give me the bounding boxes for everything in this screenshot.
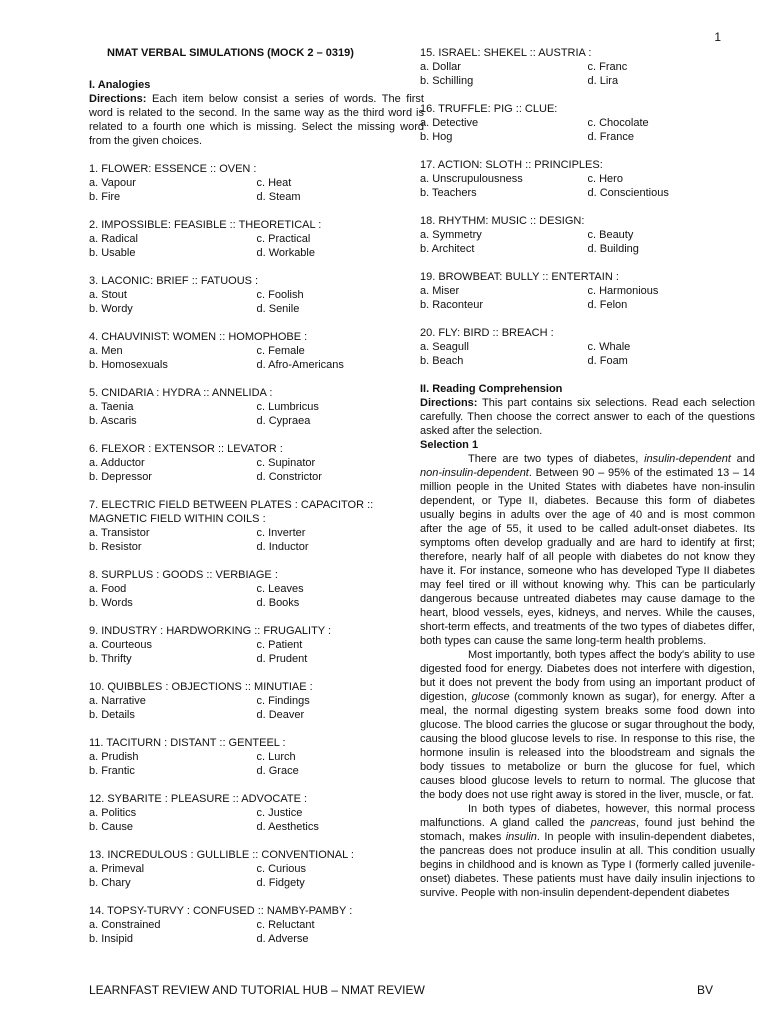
analogy-question: 20. FLY: BIRD :: BREACH : [420, 327, 554, 339]
choice-a: a. Constrained [89, 919, 161, 931]
choice-a: a. Detective [420, 117, 479, 129]
choice-d: d. Senile [256, 303, 300, 315]
analogy-question: 9. INDUSTRY : HARDWORKING :: FRUGALITY : [89, 625, 332, 637]
choice-c: c. Findings [256, 695, 310, 707]
choice-c: c. Heat [256, 177, 292, 189]
document-title: NMAT VERBAL SIMULATIONS (MOCK 2 – 0319) [107, 47, 354, 59]
choice-a: a. Dollar [420, 61, 461, 73]
choice-d: d. Felon [587, 299, 628, 311]
passage-paragraph-2: Most importantly, both types affect the body's ability to use digested food for energy. Diabetes does not interfere with digestion, but it does not prevent the body from using an important product of digestion, glucose (commonly known as sugar), for energy. After a meal, the normal digesting system breaks some food down into glucose. The blood carries the glucose or sugar throughout the body, causing the blood glucose levels to rise. In response to this rise, the hormone insulin is released into the bloodstream and signals the body tissues to metabolize or burn the glucose for fuel, which causes blood glucose levels to return to normal. The glucose that the body does not use right away is stored in the liver, muscle, or fat. [420, 649, 755, 801]
choice-d: d. Prudent [256, 653, 308, 665]
choice-b: b. Schilling [420, 75, 474, 87]
choice-c: c. Chocolate [587, 117, 649, 129]
analogy-question: 16. TRUFFLE: PIG :: CLUE: [420, 103, 558, 115]
choice-b: b. Words [89, 597, 133, 609]
choice-a: a. Politics [89, 807, 137, 819]
analogy-question: 5. CNIDARIA : HYDRA :: ANNELIDA : [89, 387, 273, 399]
choice-d: d. Afro-Americans [256, 359, 344, 371]
analogy-choices [420, 340, 755, 368]
analogy-item [89, 498, 424, 554]
choice-a: a. Primeval [89, 863, 145, 875]
choice-d: d. Constrictor [256, 471, 322, 483]
choice-d: d. Adverse [256, 933, 309, 945]
choice-a: a. Unscrupulousness [420, 173, 523, 185]
selection-heading: Selection 1 [420, 439, 479, 451]
choice-b: b. Frantic [89, 765, 135, 777]
footer-left: LEARNFAST REVIEW AND TUTORIAL HUB – NMAT REVIEW [89, 983, 425, 997]
passage-paragraph-1: There are two types of diabetes, insulin-dependent and non-insulin-dependent. Between 90 – 95% of the estimated 13 – 14 million people in the United States with diabetes have non-insulin dependent, or Type II, diabetes. Because this form of diabetes usually begins in adults over the age of 40 and is most common after the age of 55, it used to be called adult-onset diabetes. Its symptoms often develop gradually and are hard to identify at first; therefore, nearly half of all people with diabetes do not know they have it. For instance, someone who has developed Type II diabetes may feel tired or ill without knowing why. This can be particularly dangerous because untreated diabetes may cause damage to the heart, blood vessels, eyes, kidneys, and nerves. While the causes, short-term effects, and treatments of the two types of diabetes differ, both types can cause the same long-term health problems. [420, 453, 755, 647]
footer-right: BV [696, 983, 713, 997]
choice-c: c. Hero [587, 173, 623, 185]
analogy-choices [89, 456, 424, 484]
analogy-item [89, 442, 424, 484]
choice-b: b. Details [89, 709, 135, 721]
choice-a: a. Radical [89, 233, 138, 245]
choice-a: a. Seagull [420, 341, 469, 353]
choice-c: c. Justice [256, 807, 303, 819]
analogy-choices [89, 862, 424, 890]
analogy-item [89, 162, 424, 204]
analogy-question: 12. SYBARITE : PLEASURE :: ADVOCATE : [89, 793, 308, 805]
analogy-question: 1. FLOWER: ESSENCE :: OVEN : [89, 163, 257, 175]
analogy-choices [420, 284, 755, 312]
analogy-question: 13. INCREDULOUS : GULLIBLE :: CONVENTIONAL : [89, 849, 354, 861]
analogies-heading: I. Analogies [89, 79, 151, 91]
choice-b: b. Beach [420, 355, 464, 367]
analogy-item [89, 218, 424, 260]
choice-d: d. Foam [587, 355, 628, 367]
choice-b: b. Hog [420, 131, 453, 143]
analogy-item [89, 274, 424, 316]
analogy-choices [89, 232, 424, 260]
analogy-item [420, 214, 755, 256]
analogy-choices [89, 526, 424, 554]
choice-b: b. Cause [89, 821, 134, 833]
analogy-question: 10. QUIBBLES : OBJECTIONS :: MINUTIAE : [89, 681, 313, 693]
choice-a: a. Narrative [89, 695, 146, 707]
analogy-question: 18. RHYTHM: MUSIC :: DESIGN: [420, 215, 585, 227]
analogy-question: 15. ISRAEL: SHEKEL :: AUSTRIA : [420, 47, 592, 59]
choice-a: a. Symmetry [420, 229, 482, 241]
analogies-directions: Directions: Each item below consist a series of words. The first word is related to the second. In the same way as the third word is related to a fourth one which is missing. Select the missing word from the given choices. [89, 93, 424, 147]
analogy-question: 3. LACONIC: BRIEF :: FATUOUS : [89, 275, 259, 287]
choice-b: b. Homosexuals [89, 359, 168, 371]
analogy-item [89, 386, 424, 428]
analogy-item [89, 904, 424, 946]
choice-b: b. Raconteur [420, 299, 483, 311]
analogy-choices [420, 172, 755, 200]
choice-c: c. Lumbricus [256, 401, 319, 413]
choice-a: a. Men [89, 345, 123, 357]
left-column [89, 46, 424, 946]
choice-b: b. Thrifty [89, 653, 132, 665]
analogy-choices [89, 806, 424, 834]
analogy-item [89, 680, 424, 722]
analogy-item [420, 158, 755, 200]
choice-d: d. Steam [256, 191, 301, 203]
choice-d: d. Aesthetics [256, 821, 319, 833]
choice-d: d. Grace [256, 765, 299, 777]
choice-c: c. Curious [256, 863, 307, 875]
choice-d: d. France [587, 131, 634, 143]
choice-d: d. Books [256, 597, 300, 609]
analogy-choices [89, 638, 424, 666]
choice-a: a. Adductor [89, 457, 145, 469]
analogy-choices [420, 228, 755, 256]
choice-c: c. Harmonious [587, 285, 659, 297]
choice-d: d. Building [587, 243, 639, 255]
analogy-choices [420, 116, 755, 144]
choice-d: d. Inductor [256, 541, 309, 553]
choice-b: b. Ascaris [89, 415, 137, 427]
analogy-item [420, 270, 755, 312]
choice-c: c. Leaves [256, 583, 304, 595]
page-number: 1 [714, 30, 721, 44]
choice-a: a. Vapour [89, 177, 136, 189]
choice-c: c. Female [256, 345, 305, 357]
reading-directions: Directions: This part contains six selections. Read each selection carefully. Then choose the correct answer to each of the questions asked after the selection. [420, 397, 755, 437]
analogy-item [420, 326, 755, 368]
choice-c: c. Whale [587, 341, 631, 353]
choice-c: c. Practical [256, 233, 311, 245]
choice-d: d. Workable [256, 247, 315, 259]
choice-d: d. Fidgety [256, 877, 305, 889]
choice-a: a. Food [89, 583, 127, 595]
choice-b: b. Teachers [420, 187, 477, 199]
choice-c: c. Patient [256, 639, 303, 651]
analogy-item [89, 624, 424, 666]
choice-b: b. Usable [89, 247, 136, 259]
choice-c: c. Reluctant [256, 919, 315, 931]
analogy-item [420, 46, 755, 88]
analogy-item [89, 568, 424, 610]
analogy-question: 17. ACTION: SLOTH :: PRINCIPLES: [420, 159, 603, 171]
choice-a: a. Courteous [89, 639, 152, 651]
choice-c: c. Supinator [256, 457, 316, 469]
analogy-choices [89, 750, 424, 778]
analogy-item [89, 736, 424, 778]
analogy-question: 8. SURPLUS : GOODS :: VERBIAGE : [89, 569, 278, 581]
analogy-question: 19. BROWBEAT: BULLY :: ENTERTAIN : [420, 271, 619, 283]
analogy-question: 14. TOPSY-TURVY : CONFUSED :: NAMBY-PAMBY : [89, 905, 353, 917]
reading-comprehension [420, 382, 755, 900]
right-column [420, 46, 755, 900]
choice-b: b. Chary [89, 877, 131, 889]
choice-d: d. Cypraea [256, 415, 311, 427]
choice-a: a. Taenia [89, 401, 134, 413]
choice-c: c. Foolish [256, 289, 304, 301]
choice-b: b. Architect [420, 243, 475, 255]
choice-c: c. Franc [587, 61, 628, 73]
analogy-question: 2. IMPOSSIBLE: FEASIBLE :: THEORETICAL : [89, 219, 322, 231]
choice-d: d. Lira [587, 75, 619, 87]
choice-b: b. Wordy [89, 303, 133, 315]
choice-b: b. Fire [89, 191, 121, 203]
choice-a: a. Transistor [89, 527, 150, 539]
choice-a: a. Miser [420, 285, 460, 297]
analogy-question: 6. FLEXOR : EXTENSOR :: LEVATOR : [89, 443, 283, 455]
analogy-choices [89, 344, 424, 372]
analogy-choices [89, 288, 424, 316]
choice-c: c. Lurch [256, 751, 296, 763]
choice-a: a. Prudish [89, 751, 139, 763]
choice-d: d. Deaver [256, 709, 305, 721]
choice-d: d. Conscientious [587, 187, 669, 199]
analogy-choices [420, 60, 755, 88]
analogy-question: 11. TACITURN : DISTANT :: GENTEEL : [89, 737, 286, 749]
analogy-choices [89, 176, 424, 204]
choice-b: b. Resistor [89, 541, 142, 553]
analogy-item [420, 102, 755, 144]
analogy-choices [89, 918, 424, 946]
reading-heading: II. Reading Comprehension [420, 383, 563, 395]
analogy-choices [89, 400, 424, 428]
choice-b: b. Depressor [89, 471, 152, 483]
analogy-question: 4. CHAUVINIST: WOMEN :: HOMOPHOBE : [89, 331, 308, 343]
analogy-item [89, 848, 424, 890]
analogy-item [89, 792, 424, 834]
choice-c: c. Beauty [587, 229, 634, 241]
analogy-question: 7. ELECTRIC FIELD BETWEEN PLATES : CAPACITOR :: MAGNETIC FIELD WITHIN COILS : [89, 499, 374, 525]
choice-b: b. Insipid [89, 933, 134, 945]
analogy-choices [89, 694, 424, 722]
choice-c: c. Inverter [256, 527, 306, 539]
analogy-item [89, 330, 424, 372]
analogy-choices [89, 582, 424, 610]
choice-a: a. Stout [89, 289, 127, 301]
passage-paragraph-3: In both types of diabetes, however, this normal process malfunctions. A gland called the pancreas, found just behind the stomach, makes insulin. In people with insulin-dependent diabetes, the pancreas does not produce insulin at all. This condition usually begins in childhood and is known as Type I (formerly called juvenile-onset) diabetes. These patients must have daily insulin injections to survive. People with non-insulin dependent-dependent diabetes [420, 803, 755, 899]
